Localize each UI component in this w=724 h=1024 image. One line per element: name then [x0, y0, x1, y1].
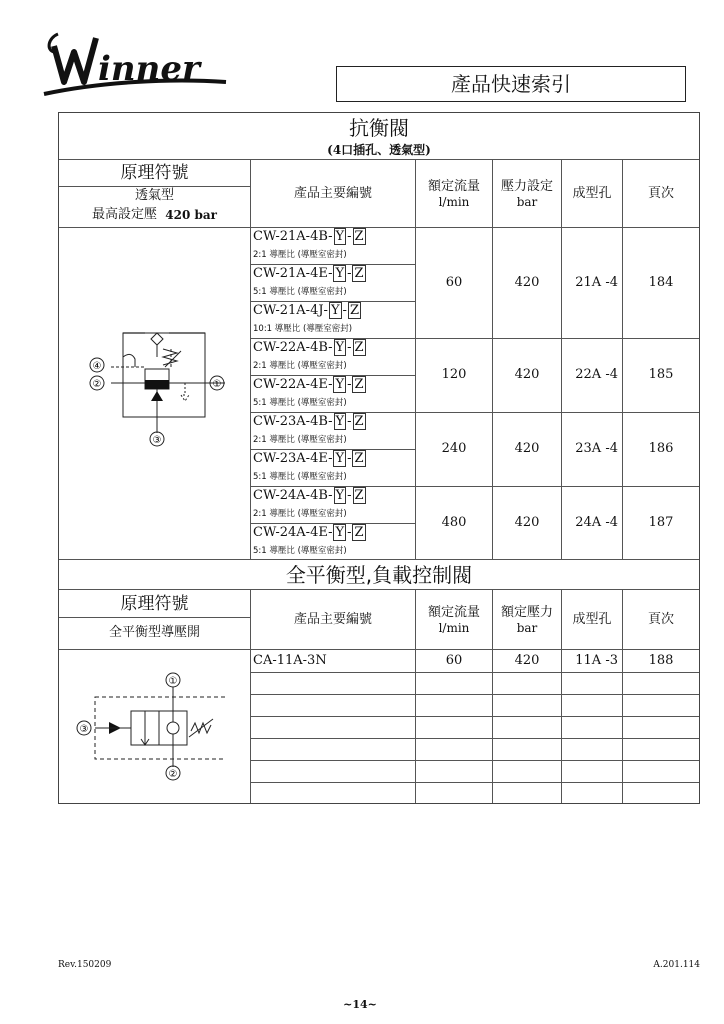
section1-subtitle: (4口插孔、透氣型) — [327, 142, 431, 157]
model-prefix: CW-21A-4B- — [253, 229, 333, 244]
pressure-value: 420 — [514, 653, 540, 669]
model-prefix: CW-24A-4E- — [253, 525, 333, 540]
model-option-z: Z — [354, 266, 364, 281]
port-2-label: ② — [92, 379, 102, 390]
flow-value: 120 — [441, 367, 467, 383]
model-option-z: Z — [354, 377, 364, 392]
row-divider — [251, 449, 415, 450]
cavity-value: 23A -4 — [575, 441, 618, 457]
model-number: CW-23A-4B- Y - Z — [253, 414, 364, 429]
pilot-ratio-note: 5:1 導壓比 (導壓室密封) — [253, 287, 347, 297]
row-divider — [251, 672, 699, 673]
section2-page-header: 頁次 — [647, 612, 674, 628]
winner-logo — [40, 28, 230, 100]
pressure-value: 420 — [514, 515, 540, 531]
pilot-ratio-note: 5:1 導壓比 (導壓室密封) — [253, 398, 347, 408]
model-prefix: CW-22A-4E- — [253, 377, 333, 392]
model-prefix: CW-21A-4E- — [253, 266, 333, 281]
port-3-label: ③ — [79, 724, 89, 735]
model-option-z: Z — [349, 303, 359, 318]
cavity-value: 11A -3 — [575, 653, 618, 669]
section2-cavity-header: 成型孔 — [572, 612, 612, 628]
model-option-y: Y — [335, 340, 345, 355]
row-divider — [251, 716, 699, 717]
svg-text:inner: inner — [98, 49, 200, 89]
model-option-z: Z — [354, 414, 364, 429]
revision-label: Rev.150209 — [58, 960, 112, 970]
model-option-z: Z — [354, 488, 364, 503]
port-4-label: ④ — [92, 361, 102, 372]
model-number: CW-24A-4E- Y - Z — [253, 525, 364, 540]
counterbalance-valve-symbol — [85, 325, 225, 449]
model-prefix: CW-22A-4B- — [253, 340, 333, 355]
cavity-value: 22A -4 — [575, 367, 618, 383]
port-1-label: ① — [212, 379, 222, 390]
model-option-y: Y — [330, 303, 340, 318]
section1-title: 抗衡閥 — [349, 116, 409, 140]
doc-code-label: A.201.114 — [653, 960, 700, 970]
section1-cavity-header: 成型孔 — [572, 186, 612, 202]
model-option-z: Z — [354, 525, 364, 540]
section2-flow-header: 額定流量 l/min — [427, 605, 480, 635]
page-value: 185 — [648, 367, 674, 383]
row-divider — [251, 782, 699, 783]
cavity-value: 24A -4 — [575, 515, 618, 531]
model-option-y: Y — [335, 451, 345, 466]
page-value: 188 — [648, 653, 674, 669]
load-control-valve-symbol — [75, 667, 225, 783]
model-option-z: Z — [354, 451, 364, 466]
page-number: ~14~ — [343, 998, 377, 1011]
model-number: CW-21A-4B- Y - Z — [253, 229, 364, 244]
section1-symbol-header: 原理符號 — [120, 162, 189, 183]
pilot-ratio-note: 2:1 導壓比 (導壓室密封) — [253, 435, 347, 445]
flow-value: 480 — [441, 515, 467, 531]
model-number: CW-21A-4E- Y - Z — [253, 266, 364, 281]
model-option-y: Y — [335, 488, 345, 503]
page-value: 187 — [648, 515, 674, 531]
pressure-value: 420 — [514, 274, 540, 290]
port-3-label: ③ — [152, 435, 162, 446]
model-option-y: Y — [335, 229, 345, 244]
model-number: CW-22A-4E- Y - Z — [253, 377, 364, 392]
row-divider — [251, 694, 699, 695]
model-prefix: CW-21A-4J- — [253, 303, 328, 318]
pilot-ratio-note: 2:1 導壓比 (導壓室密封) — [253, 361, 347, 371]
page-value: 184 — [648, 274, 674, 290]
row-divider — [251, 375, 415, 376]
section1-page-header: 頁次 — [647, 186, 674, 202]
section1-flow-header: 額定流量 l/min — [427, 179, 480, 209]
model-option-y: Y — [335, 525, 345, 540]
section2-title: 全平衡型,負載控制閥 — [285, 563, 473, 587]
cavity-value: 21A -4 — [575, 274, 618, 290]
flow-value: 60 — [445, 274, 463, 290]
pilot-ratio-note: 5:1 導壓比 (導壓室密封) — [253, 546, 347, 556]
row-divider — [251, 738, 699, 739]
model-prefix: CW-23A-4E- — [253, 451, 333, 466]
section1-pressure-header: 壓力設定 bar — [500, 179, 553, 209]
row-divider — [251, 301, 415, 302]
page-value: 186 — [648, 441, 674, 457]
model-number: CW-21A-4J- Y - Z — [253, 303, 359, 318]
section1-model-header: 產品主要編號 — [293, 186, 372, 202]
section2-pressure-header: 額定壓力 bar — [500, 605, 553, 635]
port-1-label: ① — [168, 676, 178, 687]
row-divider — [251, 523, 415, 524]
pilot-ratio-note: 10:1 導壓比 (導壓室密封) — [253, 324, 353, 334]
port-2-label: ② — [168, 769, 178, 780]
model-number: CW-23A-4E- Y - Z — [253, 451, 364, 466]
model-number: CW-22A-4B- Y - Z — [253, 340, 364, 355]
row-divider — [251, 264, 415, 265]
pilot-ratio-note: 2:1 導壓比 (導壓室密封) — [253, 509, 347, 519]
model-option-y: Y — [335, 266, 345, 281]
model-option-z: Z — [354, 229, 364, 244]
row-divider — [251, 760, 699, 761]
model-number: CW-24A-4B- Y - Z — [253, 488, 364, 503]
model-option-y: Y — [335, 414, 345, 429]
pressure-value: 420 — [514, 441, 540, 457]
pilot-ratio-note: 2:1 導壓比 (導壓室密封) — [253, 250, 347, 260]
model-prefix: CW-23A-4B- — [253, 414, 333, 429]
model-number: CA-11A-3N — [253, 653, 327, 669]
model-option-y: Y — [335, 377, 345, 392]
model-option-z: Z — [354, 340, 364, 355]
pilot-ratio-note: 5:1 導壓比 (導壓室密封) — [253, 472, 347, 482]
pressure-value: 420 — [514, 367, 540, 383]
product-index-table — [58, 112, 700, 804]
flow-value: 60 — [445, 653, 463, 669]
section2-type-label: 全平衡型導壓開 — [108, 625, 200, 641]
model-prefix: CW-24A-4B- — [253, 488, 333, 503]
flow-value: 240 — [441, 441, 467, 457]
section2-model-header: 產品主要編號 — [293, 612, 372, 628]
section1-type-label: 透氣型 — [134, 188, 174, 204]
page-title: 產品快速索引 — [336, 66, 686, 102]
section1-max-pressure: 最高設定壓 420 bar — [92, 207, 217, 223]
section2-symbol-header: 原理符號 — [120, 593, 189, 614]
